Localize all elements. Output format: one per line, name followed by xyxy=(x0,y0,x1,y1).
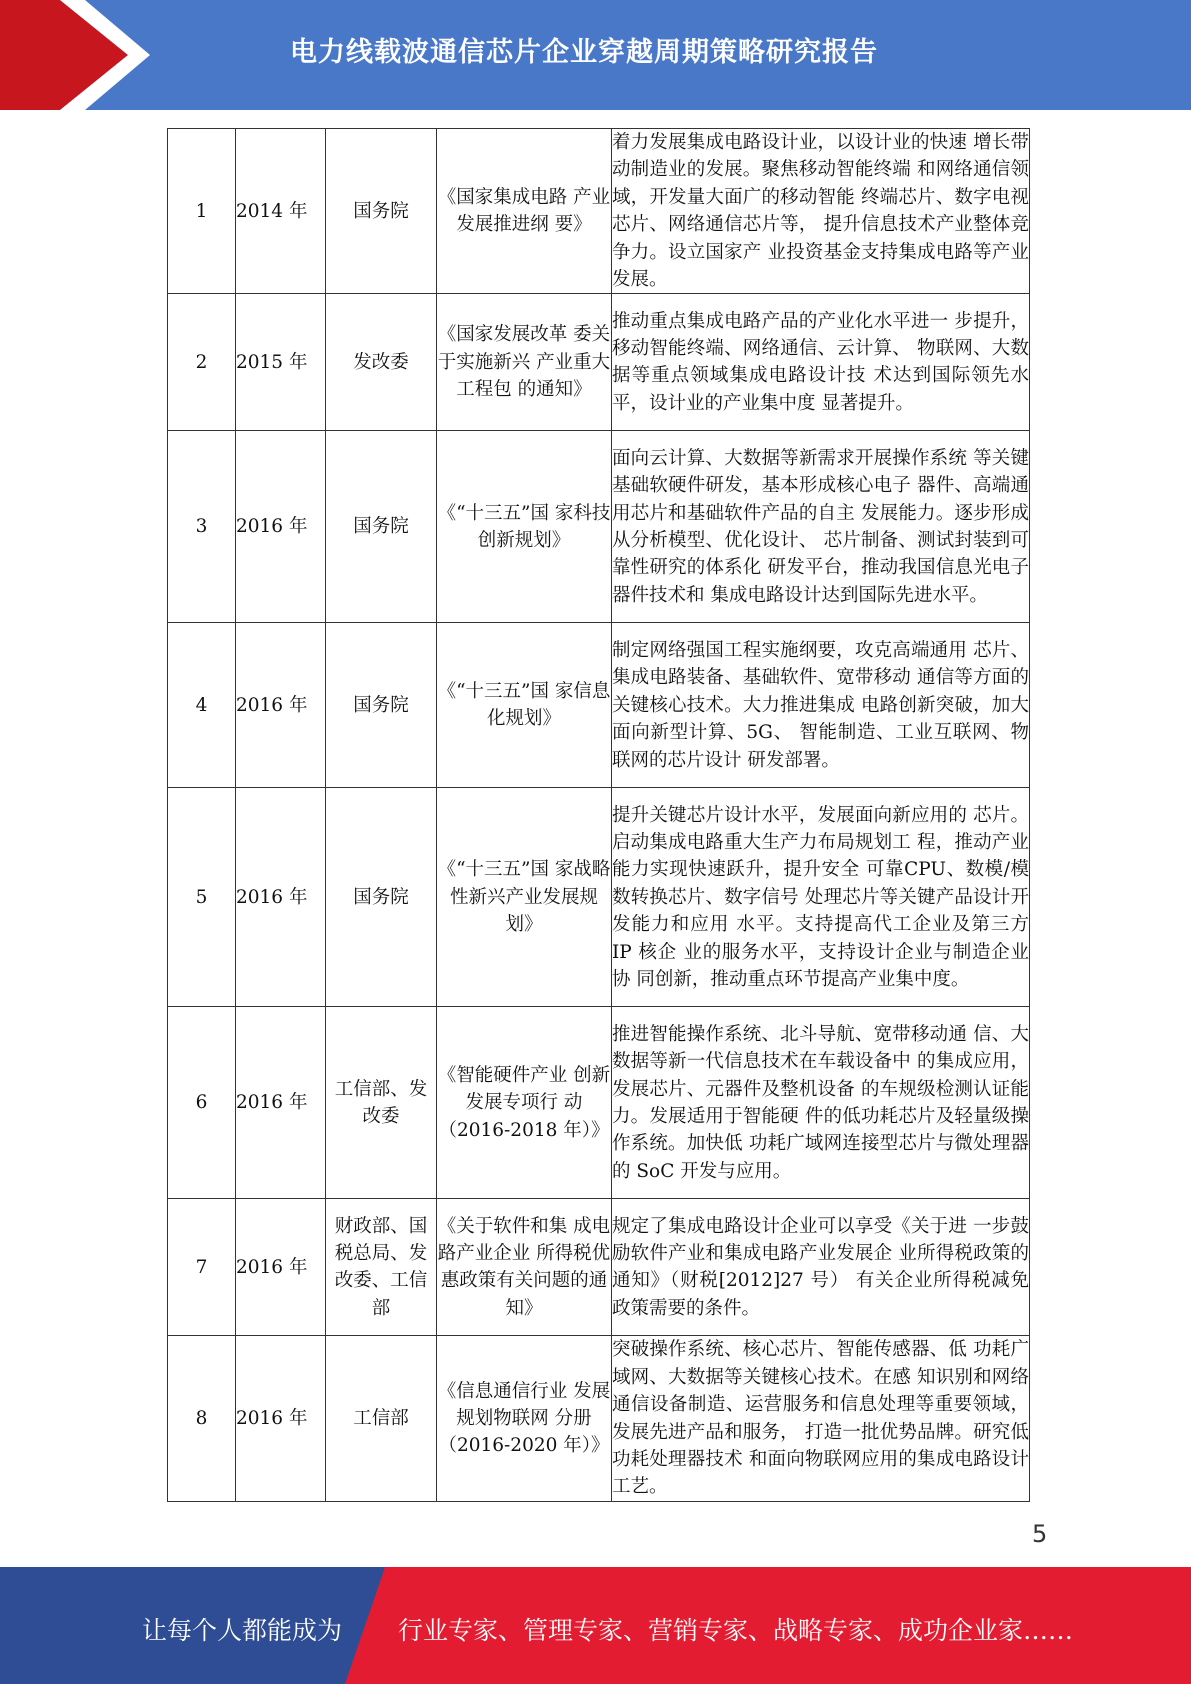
row-number-cell: 2 xyxy=(168,294,236,431)
document-title-cell: 《关于软件和集 成电路产业企业 所得税优惠政策有关问题的通 知》 xyxy=(437,1199,612,1336)
department-cell: 国务院 xyxy=(326,788,437,1007)
department-cell: 财政部、国税总局、发改委、工信部 xyxy=(326,1199,437,1336)
table-row xyxy=(168,294,1030,431)
report-title: 电力线载波通信芯片企业穿越周期策略研究报告 xyxy=(290,37,878,68)
year-cell: 2016 年 xyxy=(236,431,326,623)
department-cell: 国务院 xyxy=(326,129,437,294)
year-cell: 2016 年 xyxy=(236,1007,326,1199)
table-row xyxy=(168,623,1030,788)
department-cell: 国务院 xyxy=(326,431,437,623)
policy-description-cell: 着力发展集成电路设计业，以设计业的快速 增长带动制造业的发展。聚焦移动智能终端 和网络通信领域，开发量大面广的移动智能 终端芯片、数字电视芯片、网络通信芯片等， 提升信息技术产业整体竞争力。设立国家产 业投资基金支持集成电路等产业发展。 xyxy=(612,129,1030,294)
row-number-cell: 8 xyxy=(168,1336,236,1501)
row-number-cell: 5 xyxy=(168,788,236,1007)
page-footer xyxy=(0,1567,1191,1684)
policy-description-cell: 突破操作系统、核心芯片、智能传感器、低 功耗广域网、大数据等关键核心技术。在感 知识别和网络通信设备制造、运营服务和信息处理等重要领域，发展先进产品和服务， 打造一批优势品牌。研究低功耗处理器技术 和面向物联网应用的集成电路设计工艺。 xyxy=(612,1336,1030,1501)
table-row xyxy=(168,1336,1030,1501)
table-row xyxy=(168,1199,1030,1336)
policy-description-cell: 推动重点集成电路产品的产业化水平进一 步提升，移动智能终端、网络通信、云计算、 物联网、大数据等重点领域集成电路设计技 术达到国际领先水平，设计业的产业集中度 显著提升。 xyxy=(612,294,1030,431)
policy-description-cell: 面向云计算、大数据等新需求开展操作系统 等关键基础软硬件研发，基本形成核心电子 器件、高端通用芯片和基础软件产品的自主 发展能力。逐步形成从分析模型、优化设计、 芯片制备、测试封装到可靠性研究的体系化 研发平台，推动我国信息光电子器件技术和 集成电路设计达到国际先进水平。 xyxy=(612,431,1030,623)
year-cell: 2016 年 xyxy=(236,623,326,788)
row-number-cell: 4 xyxy=(168,623,236,788)
year-cell: 2016 年 xyxy=(236,788,326,1007)
document-title-cell: 《“十三五”国 家战略性新兴产业发展规划》 xyxy=(437,788,612,1007)
table-row xyxy=(168,431,1030,623)
document-title-cell: 《智能硬件产业 创新发展专项行 动（2016-2018 年）》 xyxy=(437,1007,612,1199)
document-title-cell: 《“十三五”国 家信息化规划》 xyxy=(437,623,612,788)
page-header xyxy=(0,0,1191,110)
policy-table-body xyxy=(168,129,1030,1502)
page-number: 5 xyxy=(1032,1520,1048,1548)
year-cell: 2014 年 xyxy=(236,129,326,294)
table-row xyxy=(168,129,1030,294)
document-title-cell: 《信息通信行业 发展规划物联网 分册（2016-2020 年）》 xyxy=(437,1336,612,1501)
table-row xyxy=(168,788,1030,1007)
year-cell: 2015 年 xyxy=(236,294,326,431)
department-cell: 工信部 xyxy=(326,1336,437,1501)
department-cell: 发改委 xyxy=(326,294,437,431)
year-cell: 2016 年 xyxy=(236,1336,326,1501)
department-cell: 工信部、发改委 xyxy=(326,1007,437,1199)
table-row xyxy=(168,1007,1030,1199)
policy-description-cell: 制定网络强国工程实施纲要，攻克高端通用 芯片、集成电路装备、基础软件、宽带移动 通信等方面的关键核心技术。大力推进集成 电路创新突破，加大面向新型计算、5G、 智能制造、工业互联网、物联网的芯片设计 研发部署。 xyxy=(612,623,1030,788)
row-number-cell: 7 xyxy=(168,1199,236,1336)
policy-description-cell: 提升关键芯片设计水平，发展面向新应用的 芯片。启动集成电路重大生产力布局规划工 程，推动产业能力实现快速跃升，提升安全 可靠CPU、数模/模数转换芯片、数字信号 处理芯片等关键产品设计开发能力和应用 水平。支持提高代工企业及第三方 IP 核企 业的服务水平，支持设计企业与制造企业协 同创新，推动重点环节提高产业集中度。 xyxy=(612,788,1030,1007)
row-number-cell: 6 xyxy=(168,1007,236,1199)
department-cell: 国务院 xyxy=(326,623,437,788)
policy-table xyxy=(167,128,1030,1502)
footer-slogan-left: 让每个人都能成为 xyxy=(142,1616,343,1645)
row-number-cell: 3 xyxy=(168,431,236,623)
document-title-cell: 《国家发展改革 委关于实施新兴 产业重大工程包 的通知》 xyxy=(437,294,612,431)
footer-slogan-right: 行业专家、管理专家、营销专家、战略专家、成功企业家…… xyxy=(398,1616,1074,1645)
row-number-cell: 1 xyxy=(168,129,236,294)
document-title-cell: 《国家集成电路 产业发展推进纲 要》 xyxy=(437,129,612,294)
policy-description-cell: 推进智能操作系统、北斗导航、宽带移动通 信、大数据等新一代信息技术在车载设备中 的集成应用，发展芯片、元器件及整机设备 的车规级检测认证能力。发展适用于智能硬 件的低功耗芯片及轻量级操作系统。加快低 功耗广域网连接型芯片与微处理器的 SoC 开发与应用。 xyxy=(612,1007,1030,1199)
policy-description-cell: 规定了集成电路设计企业可以享受《关于进 一步鼓励软件产业和集成电路产业发展企 业所得税政策的通知》（财税[2012]27 号） 有关企业所得税减免政策需要的条件。 xyxy=(612,1199,1030,1336)
document-title-cell: 《“十三五”国 家科技创新规划》 xyxy=(437,431,612,623)
year-cell: 2016 年 xyxy=(236,1199,326,1336)
